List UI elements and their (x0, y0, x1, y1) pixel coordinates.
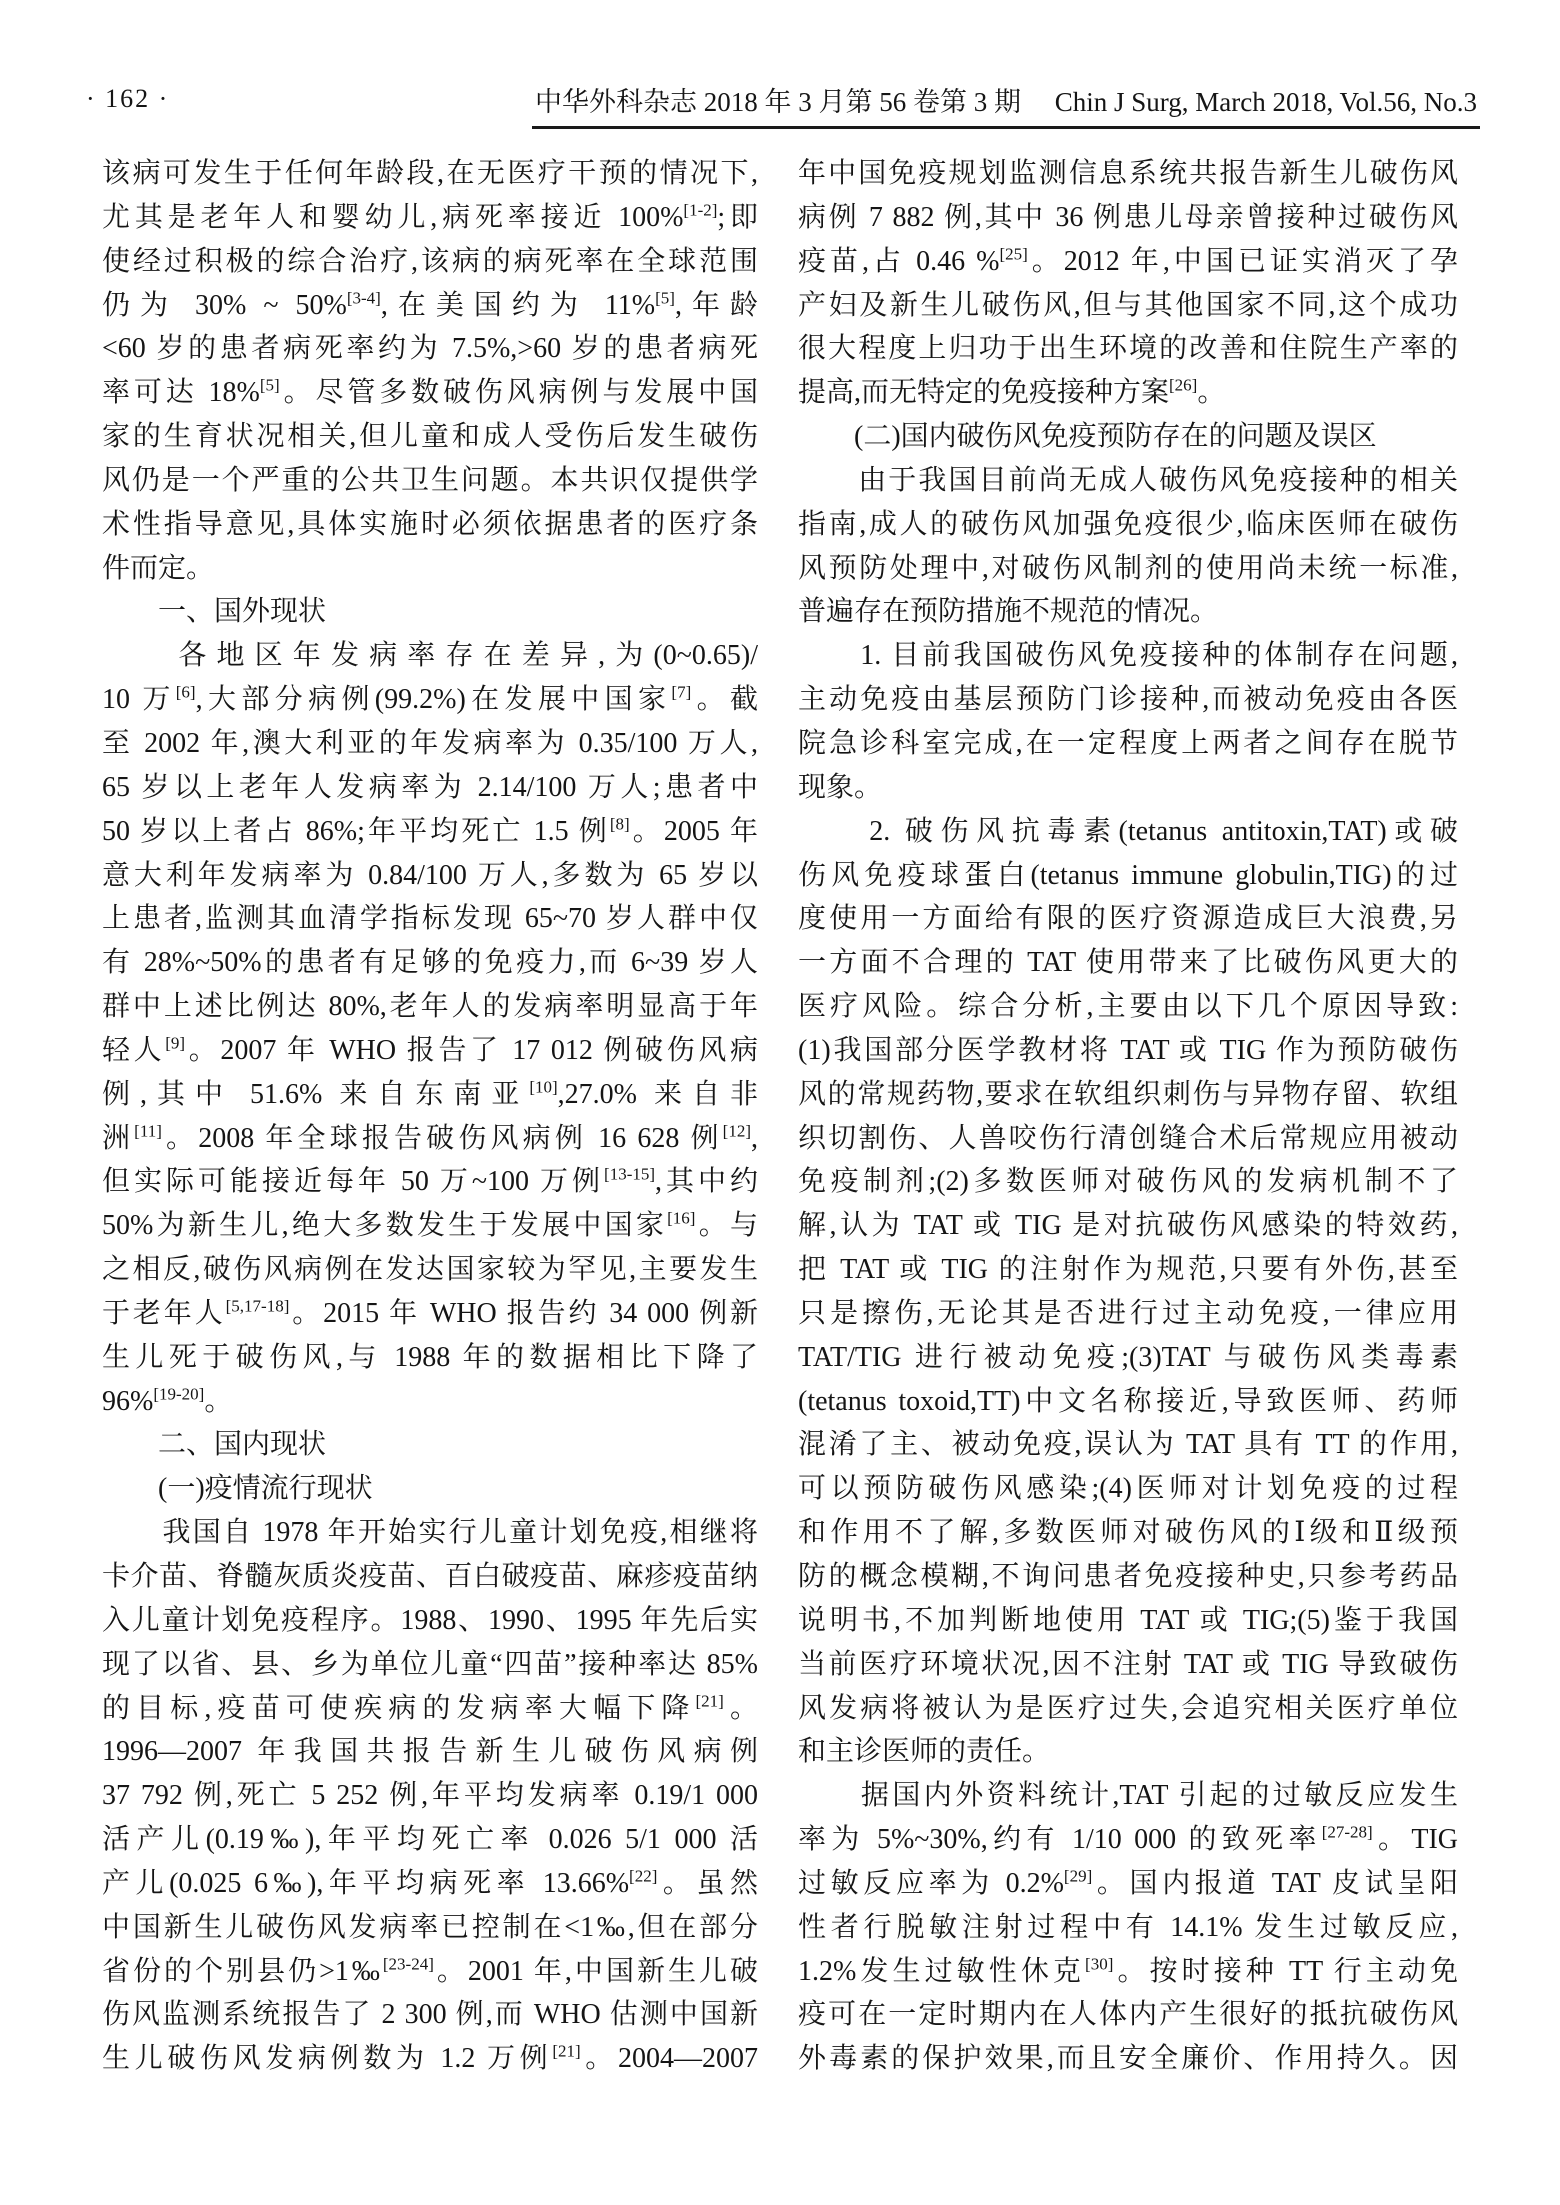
text-line: 之相反,破伤风病例在发达国家较为罕见,主要发生 (102, 1254, 758, 1286)
reference-superscript: [11] (134, 1121, 162, 1141)
text-line: 入儿童计划免疫程序。1988、1990、1995 年先后实 (102, 1604, 758, 1636)
text-line: 率可达 18%[5]。尽管多数破伤风病例与发展中国 (102, 375, 758, 409)
text-line: 意大利年发病率为 0.84/100 万人,多数为 65 岁以 (102, 859, 758, 891)
text-line: 37 792 例,死亡 5 252 例,年平均发病率 0.19/1 000 (102, 1780, 758, 1812)
text-line: 据国内外资料统计,TAT 引起的过敏反应发生 (798, 1780, 1458, 1812)
text-line: 风预防处理中,对破伤风制剂的使用尚未统一标准, (798, 552, 1458, 584)
reference-superscript: [7] (671, 682, 692, 702)
reference-superscript: [10] (529, 1077, 558, 1097)
text-line: 上患者,监测其血清学指标发现 65~70 岁人群中仅 (102, 903, 758, 935)
text-line: 各地区年发病率存在差异,为(0~0.65)/ (102, 640, 758, 672)
page-number: · 162 · (86, 84, 170, 113)
text-line: (tetanus toxoid,TT)中文名称接近,导致医师、药师 (798, 1385, 1458, 1417)
reference-superscript: [23-24] (382, 1954, 434, 1974)
reference-superscript: [3-4] (346, 288, 381, 308)
text-line: 产妇及新生儿破伤风,但与其他国家不同,这个成功 (798, 289, 1458, 321)
reference-superscript: [8] (609, 814, 630, 834)
text-line: (一)疫情流行现状 (102, 1473, 373, 1505)
text-line: 率为 5%~30%,约有 1/10 000 的致死率[27-28]。TIG (798, 1822, 1459, 1856)
reference-superscript: [9] (165, 1033, 186, 1053)
reference-superscript: [25] (999, 244, 1028, 264)
text-line: 医疗风险。综合分析,主要由以下几个原因导致: (798, 991, 1458, 1023)
text-line: 说明书,不加判断地使用 TAT 或 TIG;(5)鉴于我国 (798, 1604, 1458, 1636)
reference-superscript: [21] (695, 1691, 724, 1711)
reference-superscript: [19-20] (153, 1384, 205, 1404)
reference-superscript: [13-15] (604, 1165, 656, 1185)
text-line: 件而定。 (102, 552, 215, 584)
text-line: 的目标,疫苗可使疾病的发病率大幅下降[21]。 (102, 1691, 758, 1724)
text-line: 伤风免疫球蛋白(tetanus immune globulin,TIG)的过 (798, 859, 1458, 891)
text-line: 轻人[9]。2007 年 WHO 报告了 17 012 例破伤风病 (102, 1033, 758, 1066)
text-line: 尤其是老年人和婴幼儿,病死率接近 100%[1-2];即 (102, 200, 758, 233)
reference-superscript: [12] (722, 1121, 751, 1141)
text-line: 但实际可能接近每年 50 万~100 万例[13-15],其中约 (102, 1165, 758, 1198)
text-line: 群中上述比例达 80%,老年人的发病率明显高于年 (102, 991, 758, 1023)
text-line: 洲[11]。2008 年全球报告破伤风病例 16 628 例[12], (102, 1121, 758, 1154)
text-line: 仍为 30% ~ 50%[3-4],在美国约为 11%[5],年龄 (102, 288, 758, 321)
text-line: 该病可发生于任何年龄段,在无医疗干预的情况下, (102, 158, 758, 189)
journal-header-line: 中华外科杂志 2018 年 3 月第 56 卷第 3 期 Chin J Surg, March 2018, Vol.56, No.3 (532, 80, 1480, 129)
reference-superscript: [22] (629, 1866, 658, 1886)
text-line: (二)国内破伤风免疫预防存在的问题及误区 (798, 421, 1377, 453)
text-line: 院急诊科室完成,在一定程度上两者之间存在脱节 (798, 727, 1458, 759)
text-line: 织切割伤、人兽咬伤行清创缝合术后常规应用被动 (798, 1122, 1458, 1154)
text-line: 外毒素的保护效果,而且安全廉价、作用持久。因 (798, 2043, 1458, 2075)
text-line: 主动免疫由基层预防门诊接种,而被动免疫由各医 (798, 684, 1458, 716)
text-line: 1. 目前我国破伤风免疫接种的体制存在问题, (798, 640, 1458, 672)
text-line: 现象。 (798, 771, 883, 803)
text-line: 和作用不了解,多数医师对破伤风的Ⅰ级和Ⅱ级预 (798, 1517, 1458, 1549)
text-line: 卡介苗、脊髓灰质炎疫苗、百白破疫苗、麻疹疫苗纳 (102, 1561, 758, 1592)
text-line: 产儿(0.025 6‰),年平均病死率 13.66%[22]。虽然 (102, 1866, 758, 1899)
text-line: 10 万[6],大部分病例(99.2%)在发展中国家[7]。截 (102, 682, 758, 716)
text-line: 提高,而无特定的免疫接种方案[26]。 (798, 375, 1226, 409)
text-line: 家的生育状况相关,但儿童和成人受伤后发生破伤 (102, 421, 758, 453)
text-line: 术性指导意见,具体实施时必须依据患者的医疗条 (102, 508, 758, 540)
reference-superscript: [5] (259, 375, 280, 395)
text-line: 防的概念模糊,不询问患者免疫接种史,只参考药品 (798, 1561, 1458, 1592)
text-line: 很大程度上归功于出生环境的改善和住院生产率的 (798, 333, 1458, 365)
text-line: 疫可在一定时期内在人体内产生很好的抵抗破伤风 (798, 1999, 1458, 2031)
text-line: 性者行脱敏注射过程中有 14.1% 发生过敏反应, (798, 1911, 1458, 1943)
text-line: 生儿破伤风发病例数为 1.2 万例[21]。2004—2007 (102, 2041, 758, 2075)
reference-superscript: [30] (1085, 1954, 1114, 1974)
text-line: 例,其中 51.6% 来自东南亚[10],27.0% 来自非 (102, 1077, 758, 1110)
text-line: 疫苗,占 0.46 %[25]。2012 年,中国已证实消灭了孕 (798, 244, 1458, 277)
reference-superscript: [21] (552, 2041, 581, 2061)
text-line: 生儿死于破伤风,与 1988 年的数据相比下降了 (102, 1341, 758, 1373)
text-line: 一、国外现状 (102, 596, 327, 628)
text-line: 混淆了主、被动免疫,误认为 TAT 具有 TT 的作用, (798, 1429, 1458, 1461)
text-line: 风仍是一个严重的公共卫生问题。本共识仅提供学 (102, 464, 758, 496)
text-line: 免疫制剂;(2)多数医师对破伤风的发病机制不了 (798, 1166, 1458, 1198)
text-line: 一方面不合理的 TAT 使用带来了比破伤风更大的 (798, 947, 1458, 979)
text-line: 现了以省、县、乡为单位儿童“四苗”接种率达 85% (102, 1648, 758, 1680)
text-line: 和主诊医师的责任。 (798, 1736, 1051, 1768)
text-line: 1996—2007 年我国共报告新生儿破伤风病例 (102, 1736, 758, 1768)
text-line: 中国新生儿破伤风发病率已控制在<1‰,但在部分 (102, 1911, 758, 1943)
text-line: 伤风监测系统报告了 2 300 例,而 WHO 估测中国新 (102, 1999, 758, 2031)
text-line: 可以预防破伤风感染;(4)医师对计划免疫的过程 (798, 1473, 1458, 1505)
text-line: 2. 破伤风抗毒素(tetanus antitoxin,TAT)或破 (798, 815, 1458, 847)
reference-superscript: [26] (1169, 375, 1198, 395)
text-line: 使经过积极的综合治疗,该病的病死率在全球范围 (102, 245, 758, 277)
text-line: 只是擦伤,无论其是否进行过主动免疫,一律应用 (798, 1297, 1458, 1329)
reference-superscript: [1-2] (683, 200, 718, 220)
left-column (102, 152, 758, 2081)
text-line: 病例 7 882 例,其中 36 例患儿母亲曾接种过破伤风 (798, 201, 1458, 233)
text-line: 省份的个别县仍>1‰[23-24]。2001 年,中国新生儿破 (102, 1954, 758, 1987)
text-line: 96%[19-20]。 (102, 1384, 233, 1417)
text-line: 活产儿(0.19‰),年平均死亡率 0.026 5/1 000 活 (102, 1824, 758, 1856)
right-column (798, 152, 1458, 2081)
text-line: TAT/TIG 进行被动免疫;(3)TAT 与破伤风类毒素 (798, 1341, 1458, 1373)
text-line: 有 28%~50%的患者有足够的免疫力,而 6~39 岁人 (102, 947, 758, 979)
text-line: 50 岁以上者占 86%;年平均死亡 1.5 例[8]。2005 年 (102, 814, 758, 847)
text-line: 风发病将被认为是医疗过失,会追究相关医疗单位 (798, 1692, 1458, 1724)
text-line: 由于我国目前尚无成人破伤风免疫接种的相关 (798, 464, 1458, 496)
text-line: <60 岁的患者病死率约为 7.5%,>60 岁的患者病死 (102, 333, 758, 365)
text-line: 我国自 1978 年开始实行儿童计划免疫,相继将 (102, 1517, 758, 1549)
text-line: 至 2002 年,澳大利亚的年发病率为 0.35/100 万人, (102, 727, 758, 759)
text-line: 过敏反应率为 0.2%[29]。国内报道 TAT 皮试呈阳 (798, 1866, 1459, 1899)
text-line: 年中国免疫规划监测信息系统共报告新生儿破伤风 (798, 158, 1458, 189)
text-line: 当前医疗环境状况,因不注射 TAT 或 TIG 导致破伤 (798, 1648, 1458, 1680)
reference-superscript: [5] (655, 288, 675, 308)
reference-superscript: [27-28] (1321, 1822, 1373, 1842)
text-line: 50%为新生儿,绝大多数发生于发展中国家[16]。与 (102, 1208, 758, 1242)
text-line: (1)我国部分医学教材将 TAT 或 TIG 作为预防破伤 (798, 1034, 1458, 1066)
reference-superscript: [6] (175, 682, 196, 702)
text-line: 风的常规药物,要求在软组织刺伤与异物存留、软组 (798, 1078, 1458, 1110)
text-line: 二、国内现状 (102, 1429, 327, 1461)
text-line: 65 岁以上老年人发病率为 2.14/100 万人;患者中 (102, 771, 758, 803)
reference-superscript: [5,17-18] (225, 1296, 290, 1316)
reference-superscript: [16] (667, 1208, 696, 1228)
text-line: 指南,成人的破伤风加强免疫很少,临床医师在破伤 (798, 508, 1458, 540)
text-line: 把 TAT 或 TIG 的注射作为规范,只要有外伤,甚至 (798, 1254, 1458, 1286)
text-line: 解,认为 TAT 或 TIG 是对抗破伤风感染的特效药, (798, 1210, 1458, 1242)
text-line: 1.2%发生过敏性休克[30]。按时接种 TT 行主动免 (798, 1954, 1459, 1987)
text-line: 度使用一方面给有限的医疗资源造成巨大浪费,另 (798, 903, 1458, 935)
text-line: 于老年人[5,17-18]。2015 年 WHO 报告约 34 000 例新 (102, 1296, 758, 1329)
reference-superscript: [29] (1063, 1866, 1093, 1886)
text-line: 普遍存在预防措施不规范的情况。 (798, 596, 1219, 628)
